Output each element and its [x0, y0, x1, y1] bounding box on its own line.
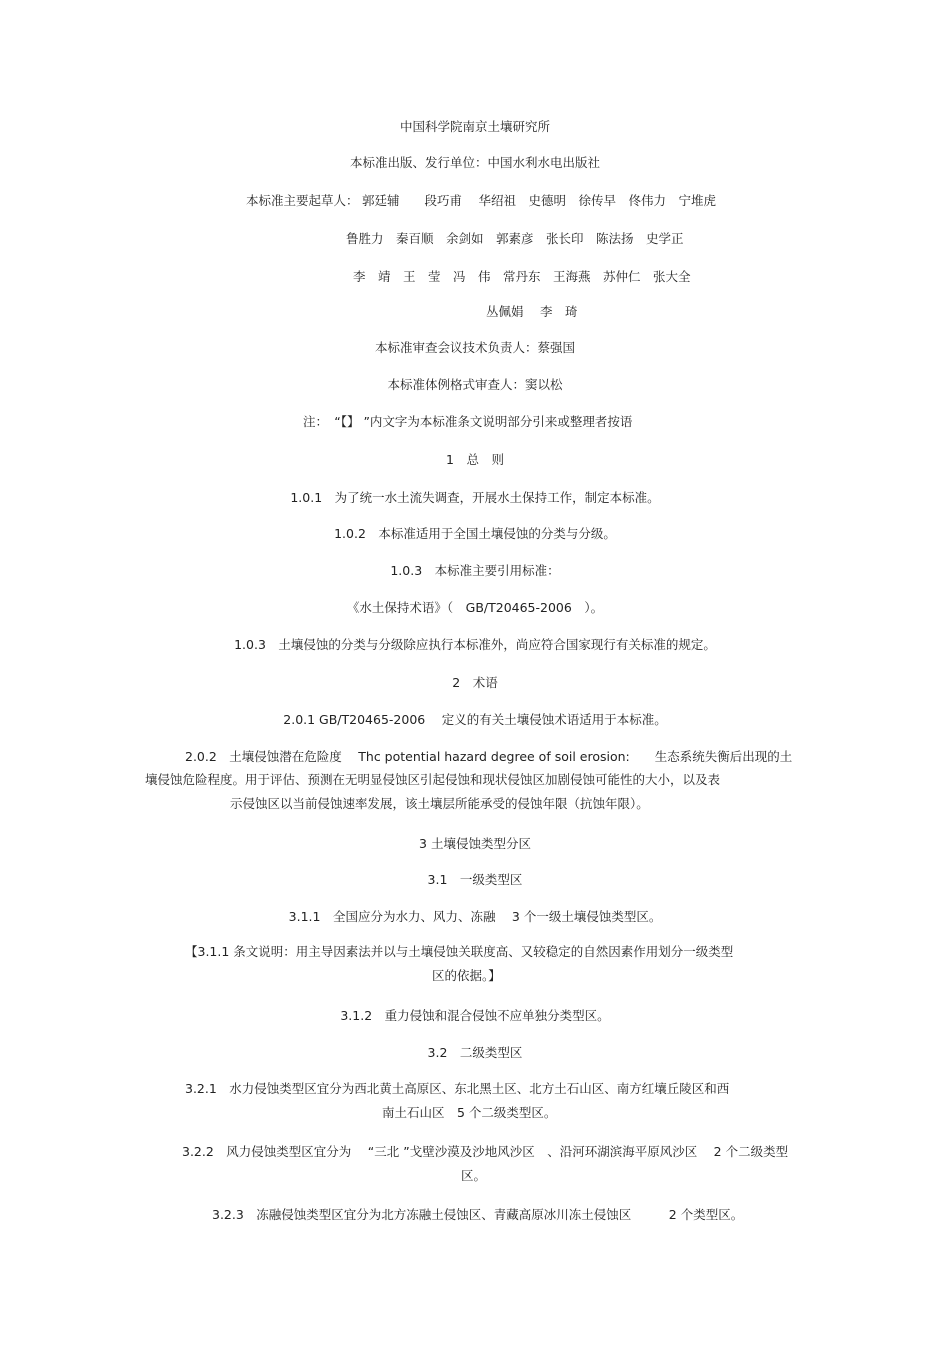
publisher-line: 本标准出版、发行单位：中国水利水电出版社 [349, 155, 600, 170]
format-reviewer-line: 本标准体例格式审查人：窦以松 [387, 377, 563, 392]
clause-1-0-1: 1.0.1 为了统一水土流失调查，开展水土保持工作，制定本标准。 [290, 490, 660, 505]
clause-3-2-2-line-1: 3.2.2 风力侵蚀类型区宜分为 “三北 ”戈壁沙漠及沙地风沙区 、沿河环湖滨海平原风沙区 2 个二级类型 [182, 1144, 789, 1159]
section-3-2-heading: 3.2 二级类型区 [427, 1045, 523, 1060]
clause-2-0-2-line-3: 示侵蚀区以当前侵蚀速率发展，该土壤层所能承受的侵蚀年限（抗蚀年限）。 [230, 796, 649, 811]
clause-1-0-3-b: 1.0.3 土壤侵蚀的分类与分级除应执行本标准外，尚应符合国家现行有关标准的规定。 [234, 637, 716, 652]
section-1-heading: 1 总 则 [446, 452, 504, 467]
clause-3-2-3: 3.2.3 冻融侵蚀类型区宜分为北方冻融土侵蚀区、青藏高原冰川冻土侵蚀区 2 个类型区。 [212, 1207, 744, 1222]
section-3-1-heading: 3.1 一级类型区 [427, 872, 523, 887]
clause-1-0-3-reference: 《水土保持术语》（ GB/T20465-2006 ）。 [346, 600, 604, 615]
section-2-heading: 2 术语 [452, 675, 498, 690]
clause-2-0-2-line-2: 壤侵蚀危险程度。用于评估、预测在无明显侵蚀区引起侵蚀和现状侵蚀区加剧侵蚀可能性的大小，以及表 [145, 772, 721, 787]
drafters-row-3: 李 靖 王 莹 冯 伟 常丹东 王海燕 苏仲仁 张大全 [353, 269, 691, 284]
review-lead-line: 本标准审查会议技术负责人：蔡强国 [374, 340, 575, 355]
clause-3-2-2-line-2: 区。 [461, 1168, 487, 1183]
drafters-row-2: 鲁胜力 秦百顺 余剑如 郭素彦 张长印 陈法扬 史学正 [346, 231, 684, 246]
drafters-row-4: 丛佩娟 李 琦 [486, 304, 578, 319]
org-line: 中国科学院南京土壤研究所 [399, 119, 550, 134]
clause-3-1-1: 3.1.1 全国应分为水力、风力、冻融 3 个一级土壤侵蚀类型区。 [288, 909, 662, 924]
drafters-label: 本标准主要起草人： [246, 193, 359, 208]
clause-3-2-1-line-1: 3.2.1 水力侵蚀类型区宜分为西北黄土高原区、东北黑土区、北方土石山区、南方红壤丘陵区和西 [185, 1081, 730, 1096]
note-line: 注： “【】 ”内文字为本标准条文说明部分引来或整理者按语 [303, 414, 633, 429]
clause-2-0-2-line-1: 2.0.2 土壤侵蚀潜在危险度 Thc potential hazard degree of soil erosion: 生态系统失衡后出现的土 [185, 749, 793, 764]
clause-3-1-1-note-line-2: 区的依据。】 [432, 968, 501, 983]
clause-3-2-1-line-2: 南土石山区 5 个二级类型区。 [382, 1105, 557, 1120]
clause-1-0-3-a: 1.0.3 本标准主要引用标准： [390, 563, 560, 578]
clause-1-0-2: 1.0.2 本标准适用于全国土壤侵蚀的分类与分级。 [334, 526, 616, 541]
clause-3-1-1-note-line-1: 【3.1.1 条文说明：用主导因素法并以与土壤侵蚀关联度高、又较稳定的自然因素作用划分一级类型 [185, 944, 734, 959]
clause-3-1-2: 3.1.2 重力侵蚀和混合侵蚀不应单独分类型区。 [340, 1008, 610, 1023]
section-3-heading: 3 土壤侵蚀类型分区 [419, 836, 531, 851]
drafters-row-1: 郭廷辅 段巧甫 华绍祖 史德明 徐传早 佟伟力 宁堆虎 [362, 193, 716, 208]
clause-2-0-1: 2.0.1 GB/T20465-2006 定义的有关土壤侵蚀术语适用于本标准。 [283, 712, 667, 727]
